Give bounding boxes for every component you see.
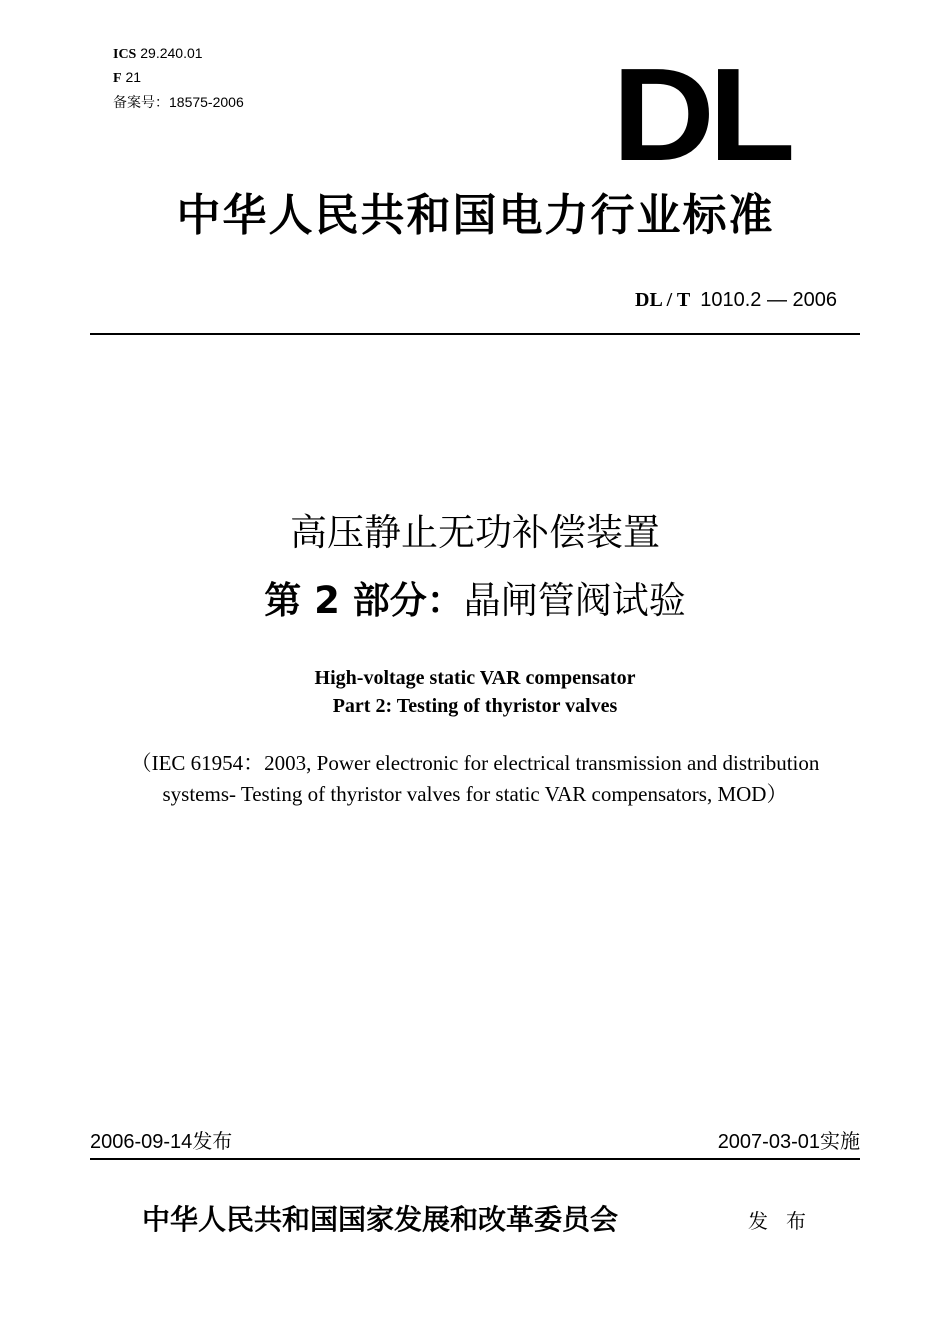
ics-code	[113, 44, 203, 64]
ics-label: ICS	[113, 47, 137, 62]
standard-code-prefix: DL / T	[635, 289, 691, 311]
publisher-action: 发布	[748, 1209, 824, 1233]
classification-code	[113, 68, 141, 88]
header-divider	[90, 333, 860, 335]
classification-value: 21	[125, 69, 142, 85]
iec-reference-line1: （IEC 61954：2003, Power electronic for electrical transmission and distribution	[130, 751, 820, 775]
issue-date-suffix: 发布	[192, 1131, 233, 1153]
implementation-date-value: 2007-03-01	[717, 1131, 820, 1153]
iec-reference-line2: systems- Testing of thyristor valves for static VAR compensators, MOD）	[162, 782, 788, 806]
standard-code-number: 1010.2 — 2006	[700, 289, 837, 311]
implementation-date	[718, 1128, 860, 1156]
record-label: 备案号：	[113, 94, 169, 110]
title-en-line2: Part 2: Testing of thyristor valves	[332, 695, 618, 717]
record-number	[113, 93, 244, 111]
record-value: 18575-2006	[169, 94, 244, 110]
issue-date	[90, 1128, 232, 1156]
dl-logo: DL	[612, 41, 790, 188]
implementation-date-suffix: 实施	[820, 1131, 860, 1153]
ics-value: 29.240.01	[140, 45, 203, 61]
issue-date-value: 2006-09-14	[90, 1131, 193, 1153]
publisher-name: 中华人民共和国国家发展和改革委员会	[142, 1203, 619, 1236]
title-cn-line1: 高压静止无功补偿装置	[290, 511, 660, 554]
standard-code	[635, 286, 837, 314]
title-en-line1: High-voltage static VAR compensator	[314, 667, 636, 689]
standard-category-title: 中华人民共和国电力行业标准	[176, 190, 775, 241]
footer-divider	[90, 1158, 860, 1160]
title-cn-line2	[90, 576, 860, 626]
title-cn-part-prefix: 第 2 部分：	[264, 579, 464, 622]
classification-label: F	[113, 71, 122, 86]
title-cn-part-title: 晶闸管阀试验	[463, 579, 686, 622]
